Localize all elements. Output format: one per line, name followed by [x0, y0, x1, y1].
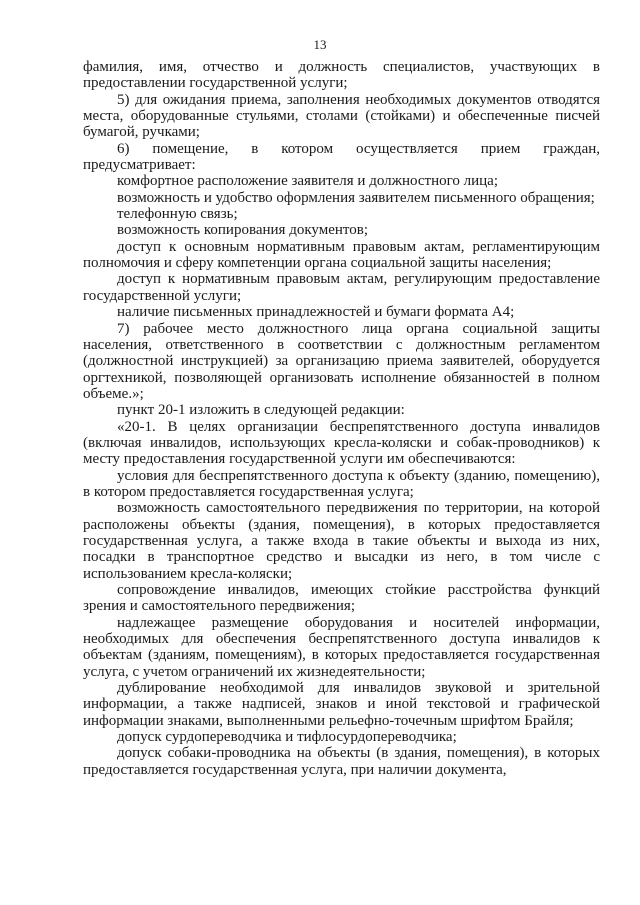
paragraph-17: надлежащее размещение оборудования и носителей информации, необходимых для обеспечения беспрепятственного доступа инвалидов к объектам (зданиям, помещениям), в которых предоставляется государственная услуга, с учетом ограничений их жизнедеятельности; — [83, 614, 600, 680]
paragraph-15: возможность самостоятельного передвижения по территории, на которой расположены объекты (здания, помещения), в которых предоставляется государственная услуга, а также входа в такие объекты и выхода из них, посадки в транспортное средство и высадки из него, в том числе с использованием кресла-коляски; — [83, 500, 600, 582]
paragraph-16: сопровождение инвалидов, имеющих стойкие расстройства функций зрения и самостоятельного передвижения; — [83, 582, 600, 615]
paragraph-20: допуск собаки-проводника на объекты (в здания, помещения), в которых предоставляется государственная услуга, при наличии документа, — [83, 745, 600, 778]
paragraph-18: дублирование необходимой для инвалидов звуковой и зрительной информации, а также надписей, знаков и иной текстовой и графической информации знаками, выполненными рельефно-точечным шрифтом Брайля; — [83, 680, 600, 729]
paragraph-5: возможность и удобство оформления заявителем письменного обращения; — [117, 189, 595, 206]
paragraph-9: доступ к нормативным правовым актам, регулирующим предоставление государственной услуги; — [83, 271, 600, 304]
paragraph-2: 5) для ожидания приема, заполнения необходимых документов отводятся места, оборудованные стульями, столами (стойками) и обеспеченные писчей бумагой, ручками; — [83, 91, 600, 141]
paragraph-19: допуск сурдопереводчика и тифлосурдопереводчика; — [117, 729, 457, 746]
paragraph-3: 6) помещение, в котором осуществляется прием граждан, предусматривает: — [83, 140, 600, 174]
paragraph-4: комфортное расположение заявителя и должностного лица; — [117, 173, 499, 190]
document-body — [83, 59, 600, 778]
page-number: 13 — [313, 37, 327, 52]
paragraph-10: наличие письменных принадлежностей и бумаги формата А4; — [117, 304, 515, 321]
paragraph-13: «20-1. В целях организации беспрепятственного доступа инвалидов (включая инвалидов, использующих кресла-коляски и собак-проводников) к месту предоставления государственной услуги им обеспечиваются: — [83, 418, 600, 468]
paragraph-11: 7) рабочее место должностного лица органа социальной защиты населения, ответственного в соответствии с должностным регламентом (должностной инструкцией) за организацию приема заявителей, оборудуется оргтехникой, позволяющей организовать исполнение обязанностей в полном объеме.»; — [83, 320, 600, 402]
paragraph-12: пункт 20-1 изложить в следующей редакции: — [117, 402, 405, 419]
paragraph-6: телефонную связь; — [117, 206, 238, 223]
paragraph-14: условия для беспрепятственного доступа к объекту (зданию, помещению), в котором предоставляется государственная услуга; — [83, 467, 600, 500]
paragraph-7: возможность копирования документов; — [117, 222, 369, 239]
paragraph-1: фамилия, имя, отчество и должность специалистов, участвующих в предоставлении государственной услуги; — [83, 59, 600, 92]
paragraph-8: доступ к основным нормативным правовым актам, регламентирующим полномочия и сферу компетенции органа социальной защиты населения; — [83, 238, 600, 272]
